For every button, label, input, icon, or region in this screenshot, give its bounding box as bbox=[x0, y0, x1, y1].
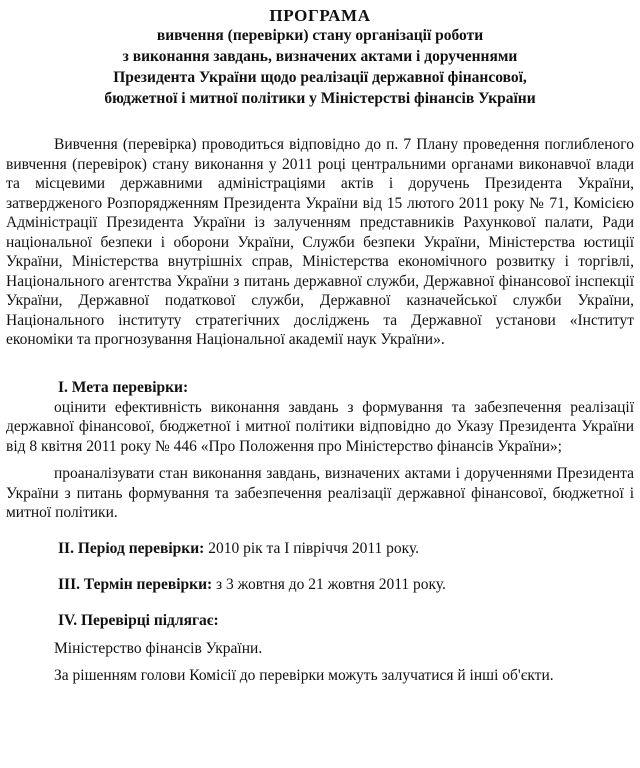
intro-paragraph: Вивчення (перевірка) проводиться відповідно до п. 7 Плану проведення поглибленого вивчення (перевірок) стану виконання у 2011 році центральними органами виконавчої влади та місцевими державними адміністраціями актів і доручень Президента України, затвердженого Розпорядженням Президента України від 15 лютого 2011 року № 71, Комісією Адміністрації Президента України із залученням представників Рахункової палати, Ради національної безпеки і оборони України, Служби безпеки України, Міністерства юстиції України, Міністерства внутрішніх справ, Міністерства економічного розвитку і торгівлі, Національного агентства України з питань державної служби, Державної фінансової інспекції України, Державної податкової служби, Державної казначейської служби України, Національного інституту стратегічних досліджень та Державної установи «Інститут економіки та прогнозування Національної академії наук України». bbox=[6, 136, 634, 348]
section-heading-term: III. Термін перевірки: bbox=[58, 575, 213, 593]
section-heading-goal: I. Мета перевірки: bbox=[58, 378, 189, 396]
goal-item: проаналізувати стан виконання завдань, визначених актами і дорученнями Президента України з питань формування та забезпечення реалізації державної фінансової, бюджетної і митної політики. bbox=[6, 465, 634, 521]
subtitle-line: вивчення (перевірки) стану організації роботи bbox=[156, 27, 484, 44]
subject-item: За рішенням голови Комісії до перевірки можуть залучатися й інші об'єкти. bbox=[54, 667, 554, 684]
section-term bbox=[6, 575, 634, 595]
period-value: 2010 рік та І півріччя 2011 року. bbox=[204, 539, 420, 557]
document-title: ПРОГРАМА bbox=[269, 6, 371, 25]
section-period bbox=[6, 539, 634, 559]
term-value: з 3 жовтня до 21 жовтня 2011 року. bbox=[212, 575, 446, 593]
goal-item: оцінити ефективність виконання завдань з формування та забезпечення реалізації державної фінансової, бюджетної і митної політики відповідно до Указу Президента України від 8 квітня 2011 року № 446 «Про Положення про Міністерство фінансів України»; bbox=[6, 398, 634, 455]
subtitle-line: бюджетної і митної політики у Міністерстві фінансів України bbox=[104, 90, 536, 107]
section-heading-period: II. Період перевірки: bbox=[58, 539, 205, 557]
subject-item: Міністерство фінансів України. bbox=[54, 639, 263, 657]
subtitle-line: з виконання завдань, визначених актами і дорученнями bbox=[122, 48, 518, 65]
subtitle-line: Президента України щодо реалізації державної фінансової, bbox=[113, 69, 527, 86]
section-heading-subject: IV. Перевірці підлягає: bbox=[58, 611, 219, 629]
document-subtitle bbox=[6, 25, 634, 109]
